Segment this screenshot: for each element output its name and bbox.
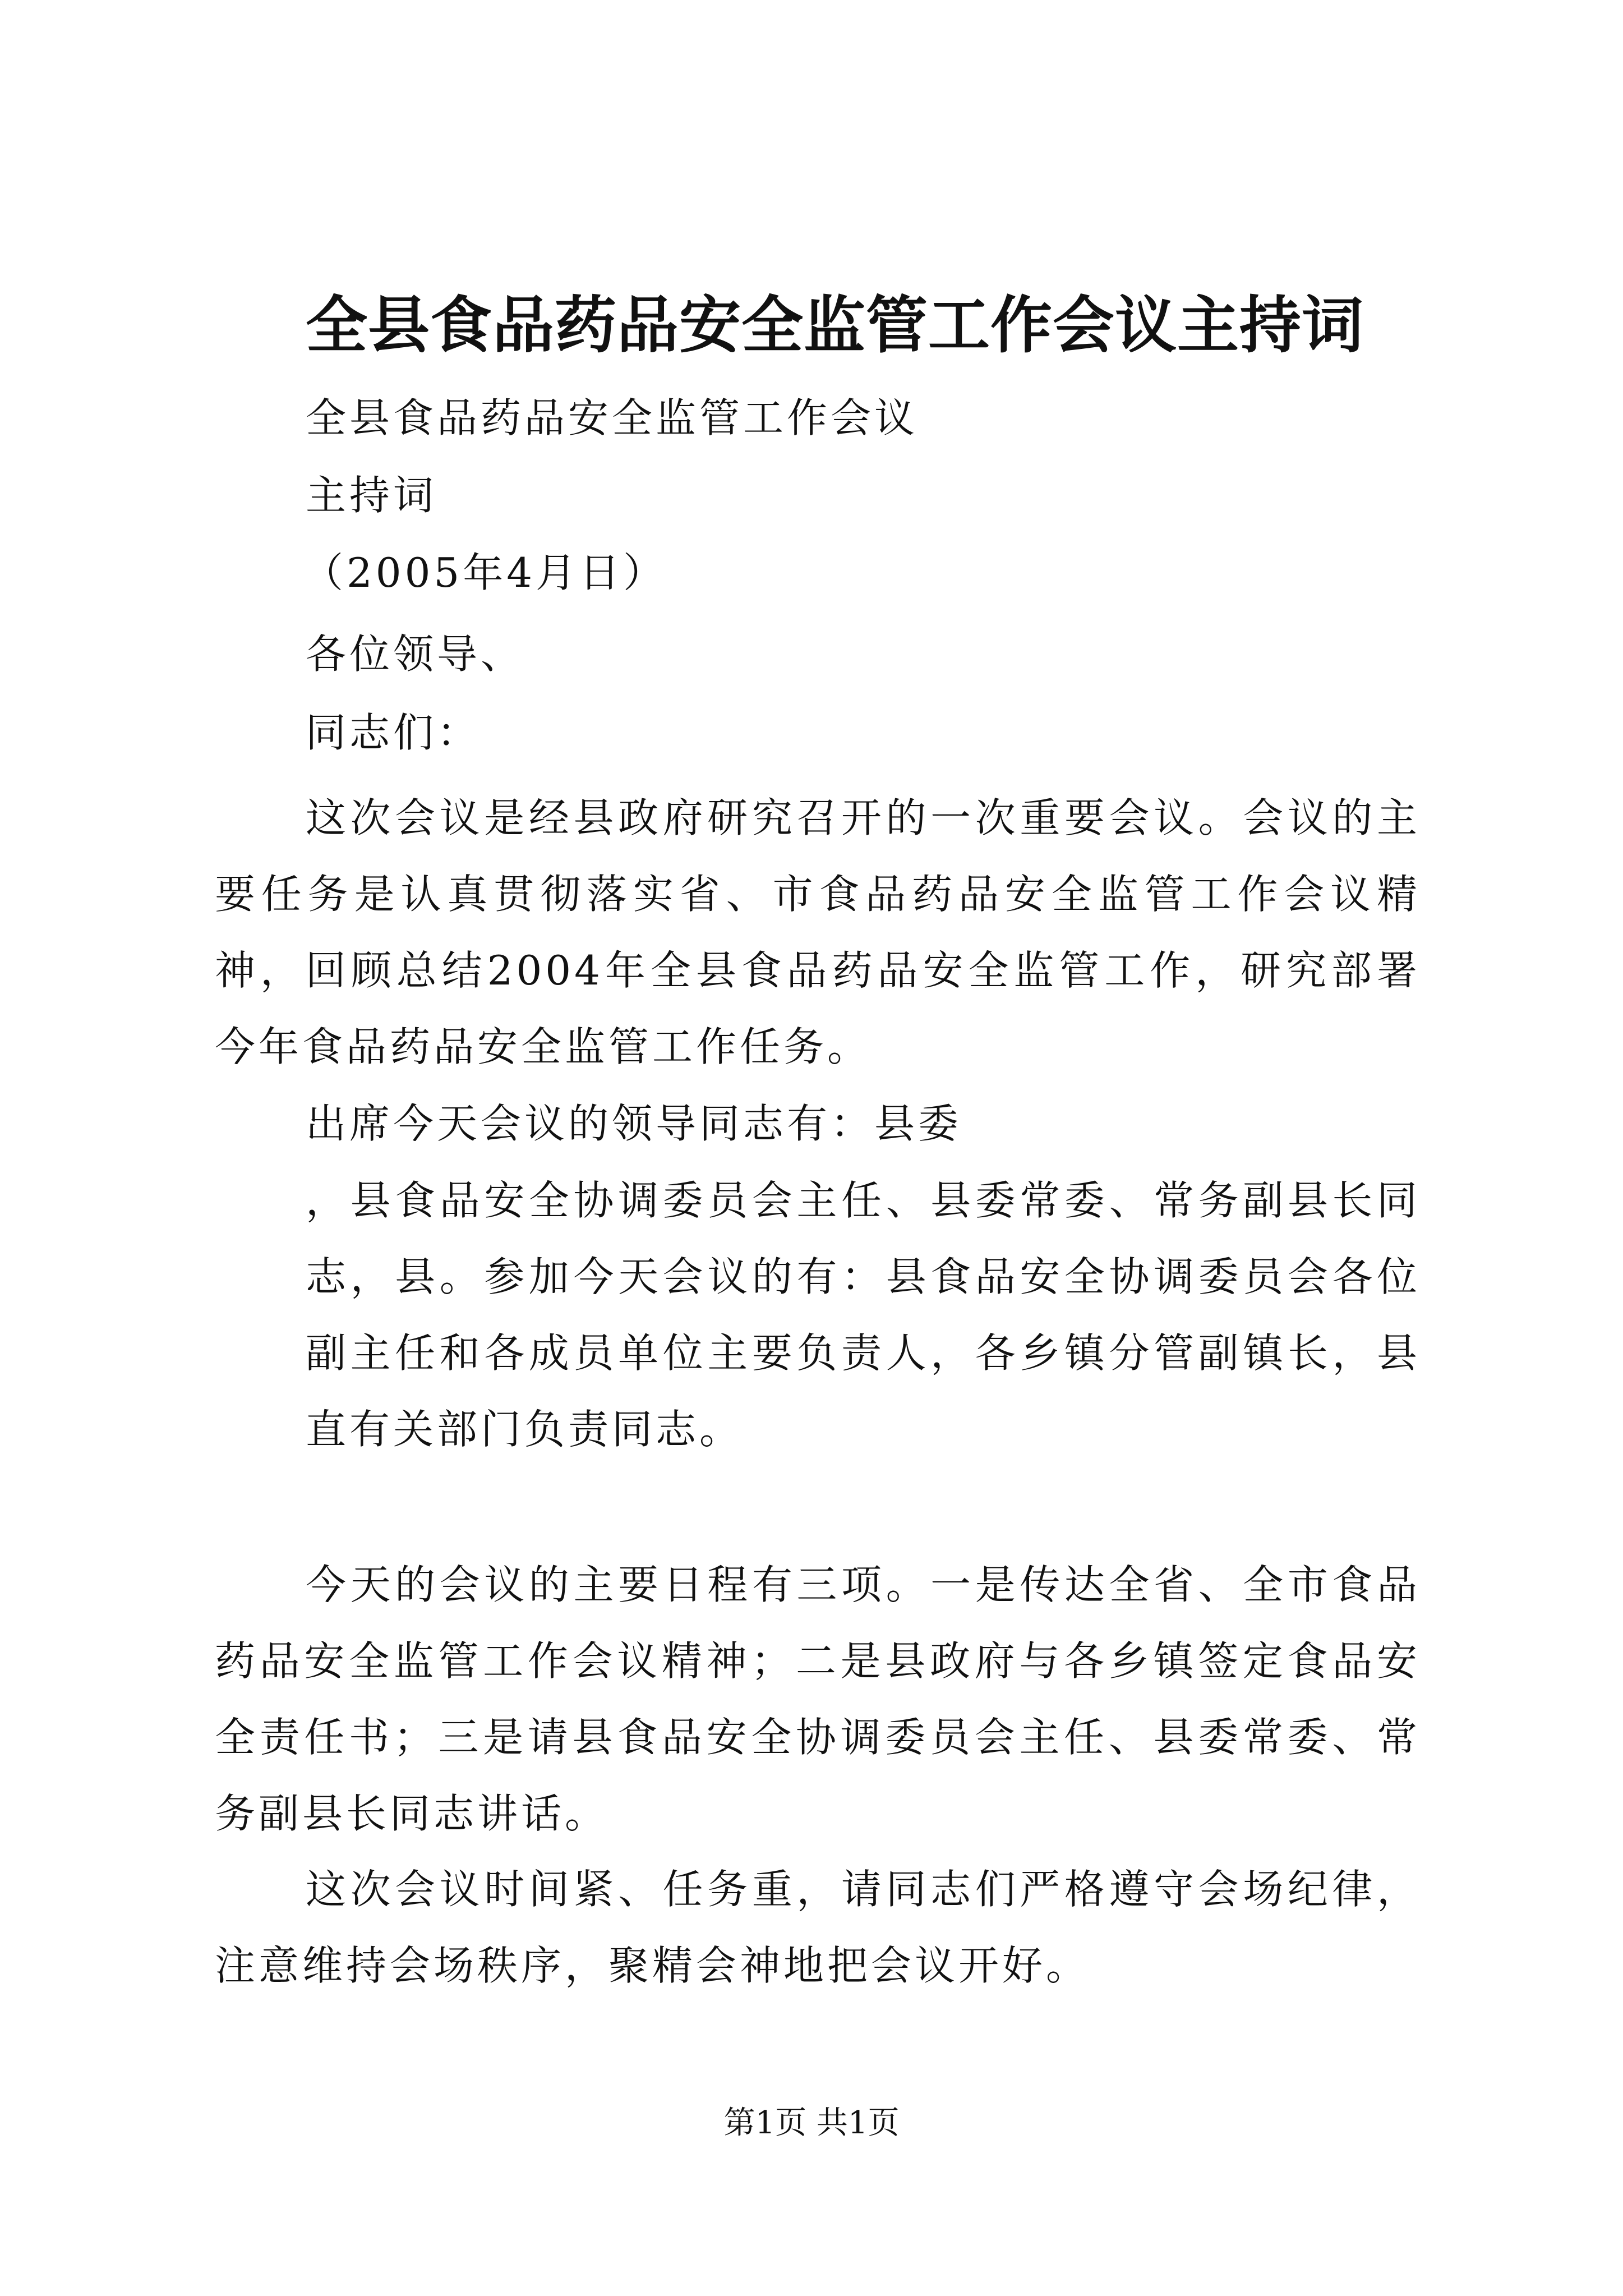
greeting-comrades: 同志们：	[306, 709, 481, 756]
greeting-leaders: 各位领导、	[306, 631, 525, 678]
subtitle-line-meeting: 全县食品药品安全监管工作会议	[306, 394, 919, 441]
paragraph-participants: ，县食品安全协调委员会主任、县委常委、常务副县长同志，县。参加今天会议的有：县食品安全协调委员会各位副主任和各成员单位主要负责人，各乡镇分管副镇长，县直有关部门负责同志。	[306, 1177, 1421, 1453]
page-footer: 第1页 共1页	[723, 2105, 900, 2141]
paragraph-meeting-purpose: 这次会议是经县政府研究召开的一次重要会议。会议的主要任务是认真贯彻落实省、市食品药品安全监管工作会议精神，回顾总结2004年全县食品药品安全监管工作，研究部署今年食品药品安全监管工作任务。	[215, 794, 1421, 1070]
paragraph-attending-leaders: 出席今天会议的领导同志有：县委	[306, 1100, 962, 1147]
paragraph-meeting-discipline: 这次会议时间紧、任务重，请同志们严格遵守会场纪律，注意维持会场秩序，聚精会神地把会议开好。	[215, 1866, 1421, 1989]
paragraph-agenda: 今天的会议的主要日程有三项。一是传达全省、全市食品药品安全监管工作会议精神；二是县政府与各乡镇签定食品安全责任书；三是请县食品安全协调委员会主任、县委常委、常务副县长同志讲话。	[215, 1561, 1421, 1837]
document-title: 全县食品药品安全监管工作会议主持词	[306, 289, 1364, 361]
document-date: （2005年4月日）	[303, 549, 667, 596]
subtitle-line-host-speech: 主持词	[306, 472, 437, 519]
